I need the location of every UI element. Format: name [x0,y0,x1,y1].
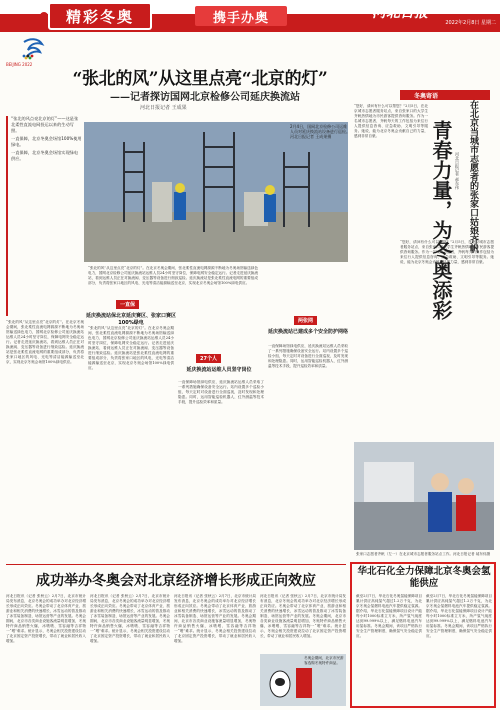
feature-photo [354,442,494,550]
feature-byline: 河北日报记者 郝东伟 [455,152,460,190]
feature-photo-caption: 张家口志愿者齐帆（左一）在北京城市志愿者服务站点工作。河北日报记者 郝东伟摄 [356,552,491,556]
lead-pull-quotes [6,116,82,316]
lead-photo-caption: 2月4日，国网北京检修公司运维人员对延庆换流站设备进行巡检。河北日报记者 王成果摄 [290,124,350,139]
lead-body-intro: “张北的风”从这里点亮“北京的灯”。在北京冬奥会期间，张北柔性直流电网源源不断地为冬奥场馆输送绿色电力，国网北京检修公司延庆换流站运维人员24小时坚守岗位，保障电网安全稳定运行。记者走进延庆换流站，看到运维人员正在对换流阀、变压器等设备进行细致巡检。延庆换流站是张北柔性直流电网的重要组成部分，负责将张家口地区的风电、光电等清洁能源输送至北京，实现北京冬奥会场馆100%绿电供应。 [88,266,258,285]
pull-quote: 一直保障，北京冬奥会场馆实现绿电供应。 [11,150,79,161]
news-brief-headline: 华北石化全力保障北京冬奥会氢能供应 [357,566,491,589]
lead-subhead-3-title: 延庆换流站已建成多个安全防护网络 [268,329,349,335]
pull-quote: 一直保障，北京冬奥会场馆100%使用绿电。 [11,136,82,147]
lead-subhead-2: 27个人 [196,354,221,363]
dot-icon [40,12,48,20]
substation-image [84,122,348,262]
feature-body-col1: “您好，请问有什么可以帮您？”2月5日，在北京城市志愿者服务站点，来自张家口的大学生齐帆热情地为市民游客提供咨询服务。作为一名城市志愿者，齐帆每天的工作包括为来往行人提供信息咨询、应急救助、文明引导等服务。她说，能为北京冬奥会贡献自己的力量，感到非常自豪。 [354,104,428,138]
lead-subhead-1: 一直保 [116,300,139,309]
lead-byline: 河北日报记者 王成果 [140,105,187,111]
news-brief-body-col2: 截至2月7日，华北石化冬奥氢能保障项目累计供应高纯氢气超过1.2万千克，为北京冬奥会氢燃料电池汽车提供稳定氢源。据介绍，华北石化氢能保障项目设计产能每小时1000标准立方米，所产氢气纯度达到99.999%以上，满足燃料电池汽车用氢标准。冬奥会期间，该项目严格执行安全生产管理制度，确保氢气安全稳定供应。 [426,594,492,638]
bottom-body-col1: 河北日报讯（记者 张秋云）2月7日，北京市统计局发布消息，北京冬奥会的成功举办对北京经济增长形成正向效应。冬奥会带动了北京体育产业、旅游业和相关消费的快速增长，冰雪运动的普及推动了冰雪装备制造、场馆运营等产业的发展。冬奥会期间，北京市各类商业设施客流量明显增加，冬奥特许商品销售火爆，冰墩墩、雪容融等吉祥物一“墩”难求。统计显示，冬奥会相关投资建设拉动了北京固定资产投资增长，带动了就业和居民收入增加。 [6,594,86,643]
volunteer-image [354,442,494,550]
lead-photo [84,122,348,262]
section-badge [48,2,152,30]
bottom-headline: 成功举办冬奥会对北京经济增长形成正向效应 [36,573,316,589]
lead-body-col0: “张北的风”从这里点亮“北京的灯”。在北京冬奥会期间，张北柔性直流电网源源不断地为冬奥场馆输送绿色电力，国网北京检修公司延庆换流站运维人员24小时坚守岗位，保障电网安全稳定运行。记者走进延庆换流站，看到运维人员正在对换流阀、变压器等设备进行细致巡检。延庆换流站是张北柔性直流电网的重要组成部分，负责将张家口地区的风电、光电等清洁能源输送至北京，实现北京冬奥会场馆100%绿电供应。 [6,320,84,364]
lead-body-col3: 一直保障场馆绿电供应，延庆换流站运维人员采取了一系列措施确保设备安全运行。站内设置多个巡检小组，每天定时对设备进行全面巡视，及时发现和处理隐患。同时，运用智能巡检机器人、红外测温等技术手段，提升巡检效率和质量。 [268,344,348,368]
lead-headline: “张北的风”从这里点亮“北京的灯” [72,69,328,89]
page-number: T6 [462,2,482,18]
feature-kicker: 在北京当城市志愿者的张家口姑娘齐帆 [468,100,478,253]
feature-label: 冬奥寄语 [400,90,490,100]
lead-body-col2: 一直保障场馆绿电供应，延庆换流站运维人员采取了一系列措施确保设备安全运行。站内设置多个巡检小组，每天定时对设备进行全面巡视，及时发现和处理隐患。同时，运用智能巡检机器人、红外测温等技术手段，提升巡检效率和质量。 [178,380,264,404]
section-title: 精彩冬奥 [65,7,134,26]
dateline: 2022年2月8日 星期二 [445,20,496,26]
feature-body-col2: “您好，请问有什么可以帮您？”2月5日，在北京城市志愿者服务站点，来自张家口的大学生齐帆热情地为市民游客提供咨询服务。作为一名城市志愿者，齐帆每天的工作包括为来往行人提供信息咨询、应急救助、文明引导等服务。她说，能为北京冬奥会贡献自己的力量，感到非常自豪。 [400,240,494,264]
bottom-body-col2: 河北日报讯（记者 张秋云）2月7日，北京市统计局发布消息，北京冬奥会的成功举办对北京经济增长形成正向效应。冬奥会带动了北京体育产业、旅游业和相关消费的快速增长，冰雪运动的普及推动了冰雪装备制造、场馆运营等产业的发展。冬奥会期间，北京市各类商业设施客流量明显增加，冬奥特许商品销售火爆，冰墩墩、雪容融等吉祥物一“墩”难求。统计显示，冬奥会相关投资建设拉动了北京固定资产投资增长，带动了就业和居民收入增加。 [90,594,170,643]
lead-subhead-2-title: 延庆换流站运维人员坚守岗位 [186,367,252,373]
sub-section-badge: 携手办奥 [195,6,287,26]
newspaper-logo: 河北日报 [372,5,428,21]
lead-subheadline: ——记者探访国网北京检修公司延庆换流站 [110,92,300,103]
lead-body-col1: “张北的风”从这里点亮“北京的灯”。在北京冬奥会期间，张北柔性直流电网源源不断地为冬奥场馆输送绿色电力，国网北京检修公司延庆换流站运维人员24小时坚守岗位，保障电网安全稳定运行。记者走进延庆换流站，看到运维人员正在对换流阀、变压器等设备进行细致巡检。延庆换流站是张北柔性直流电网的重要组成部分，负责将张家口地区的风电、光电等清洁能源输送至北京，实现北京冬奥会场馆100%绿电供应。 [88,326,174,370]
pull-quote: “张北的风点亮北京的灯”——这是张北柔性直流电网投运以来的生动写照。 [11,116,79,133]
bottom-body-col4: 河北日报讯（记者 张秋云）2月7日，北京市统计局发布消息，北京冬奥会的成功举办对北京经济增长形成正向效应。冬奥会带动了北京体育产业、旅游业和相关消费的快速增长，冰雪运动的普及推动了冰雪装备制造、场馆运营等产业的发展。冬奥会期间，北京市各类商业设施客流量明显增加，冬奥特许商品销售火爆，冰墩墩、雪容融等吉祥物一“墩”难求。统计显示，冬奥会相关投资建设拉动了北京固定资产投资增长，带动了就业和居民收入增加。 [260,594,346,638]
lead-subhead-1-title: 延庆换流站保北京延庆赛区、张家口赛区100%绿电 [86,313,177,326]
section-divider [6,564,346,565]
feature-headline: 青春力量，为冬奥添彩 [429,120,453,320]
beijing-2022-emblem-icon [20,36,46,60]
olympic-caption: BEIJING 2022 [6,62,33,67]
news-brief-body-col1: 截至2月7日，华北石化冬奥氢能保障项目累计供应高纯氢气超过1.2万千克，为北京冬奥会氢燃料电池汽车提供稳定氢源。据介绍，华北石化氢能保障项目设计产能每小时1000标准立方米，所产氢气纯度达到99.999%以上，满足燃料电池汽车用氢标准。冬奥会期间，该项目严格执行安全生产管理制度，确保氢气安全稳定供应。 [356,594,422,638]
lead-subhead-3: 两张网 [294,316,317,325]
bottom-photo-caption: 冬奥会期间，北京市民游客选购冬奥特许商品。 [304,656,344,665]
page-header [0,0,500,32]
bottom-body-col3: 河北日报讯（记者 张秋云）2月7日，北京市统计局发布消息，北京冬奥会的成功举办对北京经济增长形成正向效应。冬奥会带动了北京体育产业、旅游业和相关消费的快速增长，冰雪运动的普及推动了冰雪装备制造、场馆运营等产业的发展。冬奥会期间，北京市各类商业设施客流量明显增加，冬奥特许商品销售火爆，冰墩墩、雪容融等吉祥物一“墩”难求。统计显示，冬奥会相关投资建设拉动了北京固定资产投资增长，带动了就业和居民收入增加。 [174,594,256,643]
